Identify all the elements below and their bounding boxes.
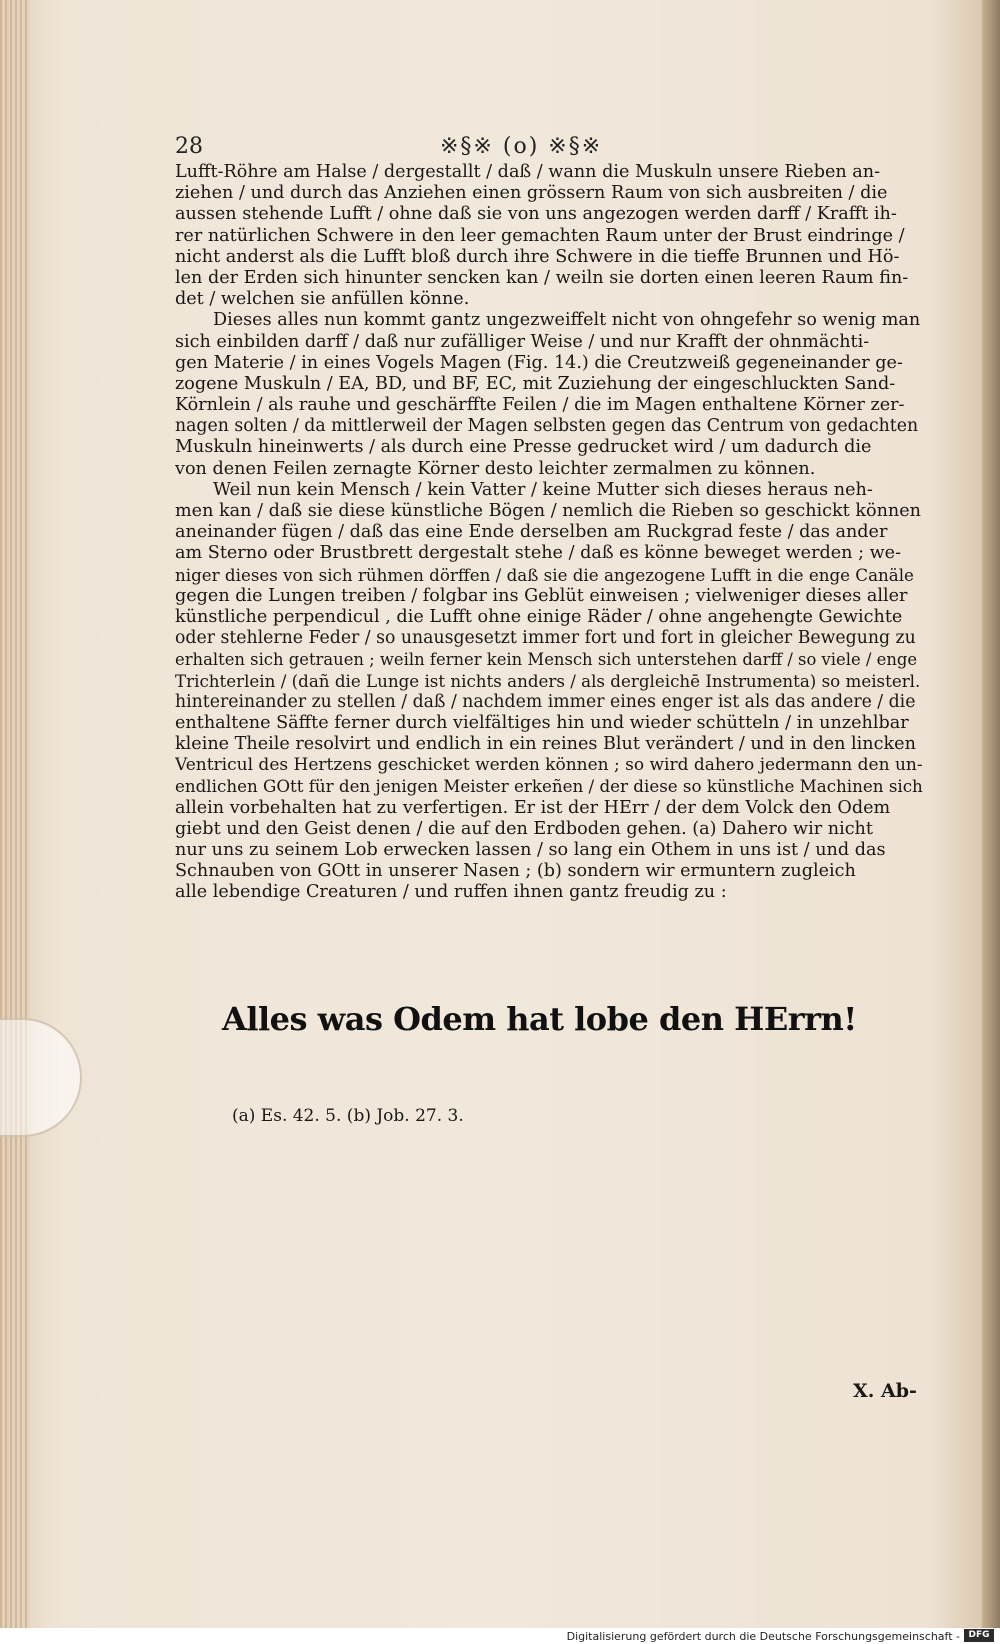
text-line: Ventricul des Hertzens geschicket werden können ; so wird dahero jedermann den un- [175,755,923,776]
binding-shadow [982,0,1000,1644]
text-line: det / welchen sie anfüllen könne. [175,289,470,310]
text-line: zogene Muskuln / EA, BD, und BF, EC, mit Zuziehung der eingeschluckten Sand- [175,373,896,394]
text-line: von denen Feilen zernagte Körner desto leichter zermalmen zu können. [175,458,816,479]
text-line: gen Materie / in eines Vogels Magen (Fig. 14.) die Creutzweiß gegeneinander ge- [175,352,903,373]
text-line: aneinander fügen / daß das eine Ende derselben am Ruckgrad feste / das ander [175,522,888,543]
catchword: X. Ab- [853,1380,917,1402]
footnotes: (a) Es. 42. 5. (b) Job. 27. 3. [232,1106,464,1126]
text-line: nur uns zu seinem Lob erwecken lassen / so lang ein Othem in uns ist / und das [175,840,886,860]
text-line: niger dieses von sich rühmen dörffen / daß sie die angezogene Lufft in die enge Canäle [175,564,914,585]
footer-credit: Digitalisierung gefördert durch die Deutsche Forschungsgemeinschaft - [566,1630,960,1643]
text-line: oder stehlerne Feder / so unausgesetzt immer fort und fort in gleicher Bewegung zu [175,628,916,649]
motto-heading: Alles was Odem hat lobe den HErrn! [222,1000,857,1038]
page-number: 28 [175,134,203,159]
text-line: allein vorbehalten hat zu verfertigen. Er ist der HErr / der dem Volck den Odem [175,797,891,818]
text-line: Körnlein / als rauhe und geschärffte Feilen / die im Magen enthaltene Körner zer- [175,395,905,416]
text-line: endlichen GOtt für den jenigen Meister erkeñen / der diese so künstliche Machinen sich [175,776,923,797]
text-line: erhalten sich getrauen ; weiln ferner kein Mensch sich unterstehen darff / so viele / enge [175,650,918,670]
text-line: Trichterlein / (dañ die Lunge ist nichts anders / als dergleichē Instrumenta) so meisterl. [175,670,921,691]
text-line: sich einbilden darff / daß nur zufälliger Weise / und nur Krafft der ohnmächti- [175,331,870,352]
text-line: aussen stehende Lufft / ohne daß sie von uns angezogen werden darff / Krafft ih- [175,204,897,225]
text-line: nicht anderst als die Lufft bloß durch ihre Schwere in die tieffe Brunnen und Hö- [175,246,900,267]
text-line: enthaltene Säffte ferner durch vielfältiges hin und wieder schütteln / in unzehlbar [175,712,909,733]
text-line: ziehen / und durch das Anziehen einen grössern Raum von sich ausbreiten / die [175,183,888,204]
header-ornament: ※§※ (o) ※§※ [440,134,603,159]
page-stack-edge [0,0,30,1644]
text-line: künstliche perpendicul , die Lufft ohne einige Räder / ohne angehengte Gewichte [175,606,903,627]
text-line: len der Erden sich hinunter sencken kan / weiln sie dorten einen leeren Raum fin- [175,267,909,288]
text-line: Lufft-Röhre am Halse / dergestallt / daß / wann die Muskuln unsere Rieben an- [175,162,881,182]
body-text [175,162,925,904]
text-line: kleine Theile resolvirt und endlich in ein reines Blut verändert / und in den lincken [175,734,916,755]
text-line: gegen die Lungen treiben / folgbar ins Geblüt einweisen ; vielweniger dieses aller [175,585,908,606]
text-line: giebt und den Geist denen / die auf den Erdboden gehen. (a) Dahero wir nicht [175,818,873,839]
text-line: alle lebendige Creaturen / und ruffen ihnen gantz freudig zu : [175,882,727,903]
text-line: Schnauben von GOtt in unserer Nasen ; (b) sondern wir ermuntern zugleich [175,861,856,882]
text-line: nagen solten / da mittlerweil der Magen selbsten gegen das Centrum von gedachten [175,416,919,437]
text-line: Weil nun kein Mensch / kein Vatter / keine Mutter sich dieses heraus neh- [213,479,873,500]
text-line: Muskuln hineinwerts / als durch eine Presse gedrucket wird / um dadurch die [175,437,872,458]
text-line: rer natürlichen Schwere in den leer gemachten Raum unter der Brust eindringe / [175,225,905,246]
text-line: am Sterno oder Brustbrett dergestalt stehe / daß es könne beweget werden ; we- [175,543,902,564]
text-line: Dieses alles nun kommt gantz ungezweiffelt nicht von ohngefehr so wenig man [213,310,921,331]
dfg-logo: DFG [964,1629,994,1642]
text-line: men kan / daß sie diese künstliche Bögen / nemlich die Rieben so geschickt können [175,501,922,521]
text-line: hintereinander zu stellen / daß / nachdem immer eines enger ist als das andere / die [175,691,916,712]
